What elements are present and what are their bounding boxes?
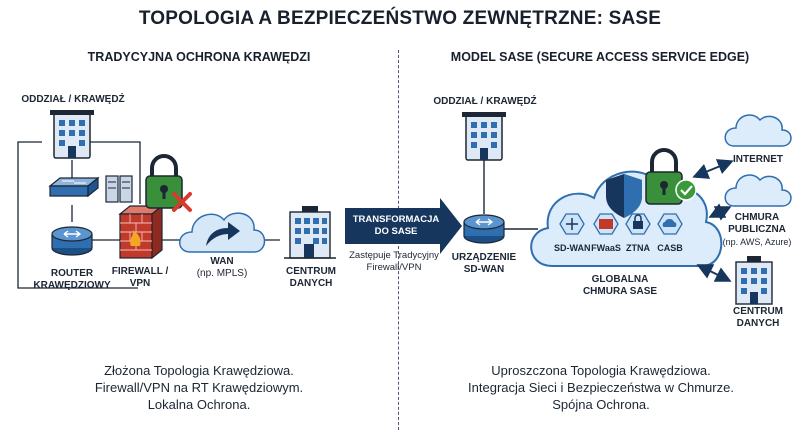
firewall-label: FIREWALL / VPN <box>111 266 169 289</box>
datacenter-right-icon <box>736 256 772 304</box>
service-label-ztna: ZTNA <box>626 243 650 253</box>
transform-subtitle: Zastępuje Tradycyjny Firewall/VPN <box>349 250 439 273</box>
right-summary: Uproszczona Topologia Krawędziowa. Integracja Sieci i Bezpieczeństwa w Chmurze. Spójna Ochrona. <box>468 363 734 412</box>
firewall-icon <box>120 206 162 258</box>
padlock-denied-icon <box>146 156 190 210</box>
wan-label: WAN (np. MPLS) <box>196 256 248 279</box>
service-label-sdwan: SD-WAN <box>554 243 591 253</box>
switch-icon <box>50 178 98 196</box>
fwaas-service-icon <box>594 214 618 234</box>
datacenter-building-icon <box>284 206 336 258</box>
sdwan-service-icon <box>560 214 584 234</box>
service-label-fwaas: FWaaS <box>591 243 621 253</box>
page-title: TOPOLOGIA A BEZPIECZEŃSTWO ZEWNĘTRZNE: SASE <box>138 8 662 29</box>
left-summary: Złożona Topologia Krawędziowa. Firewall/VPN na RT Krawędziowym. Lokalna Ochrona. <box>94 363 304 412</box>
server-icon <box>106 176 132 202</box>
left-heading: TRADYCYJNA OCHRONA KRAWĘDZI <box>87 50 311 64</box>
wan-cloud-icon <box>180 213 265 252</box>
right-branch-label: ODDZIAŁ / KRAWĘDŹ <box>433 96 537 107</box>
branch-building-right-icon <box>462 112 506 160</box>
internet-cloud-icon <box>725 115 791 146</box>
router-label: ROUTER KRAWĘDZIOWY <box>33 268 111 291</box>
left-branch-label: ODDZIAŁ / KRAWĘDŹ <box>21 94 125 105</box>
casb-service-icon <box>658 214 682 234</box>
public-cloud-icon <box>725 175 791 206</box>
branch-building-icon <box>50 110 94 158</box>
padlock-approved-icon <box>646 150 696 204</box>
sdwan-device-label: URZĄDZENIE SD-WAN <box>451 252 517 275</box>
right-datacenter-label: CENTRUM DANYCH <box>733 306 783 329</box>
service-label-casb: CASB <box>657 243 683 253</box>
public-cloud-label: CHMURA PUBLICZNA (np. AWS, Azure) <box>722 212 792 247</box>
sase-cloud-label: GLOBALNA CHMURA SASE <box>582 274 658 297</box>
left-datacenter-label: CENTRUM DANYCH <box>286 266 336 289</box>
right-heading: MODEL SASE (SECURE ACCESS SERVICE EDGE) <box>450 50 750 64</box>
ztna-service-icon <box>626 214 650 234</box>
transform-title: TRANSFORMACJA DO SASE <box>352 214 440 237</box>
sdwan-device-icon <box>464 215 504 243</box>
internet-label: INTERNET <box>733 154 783 165</box>
edge-router-icon <box>52 227 92 255</box>
